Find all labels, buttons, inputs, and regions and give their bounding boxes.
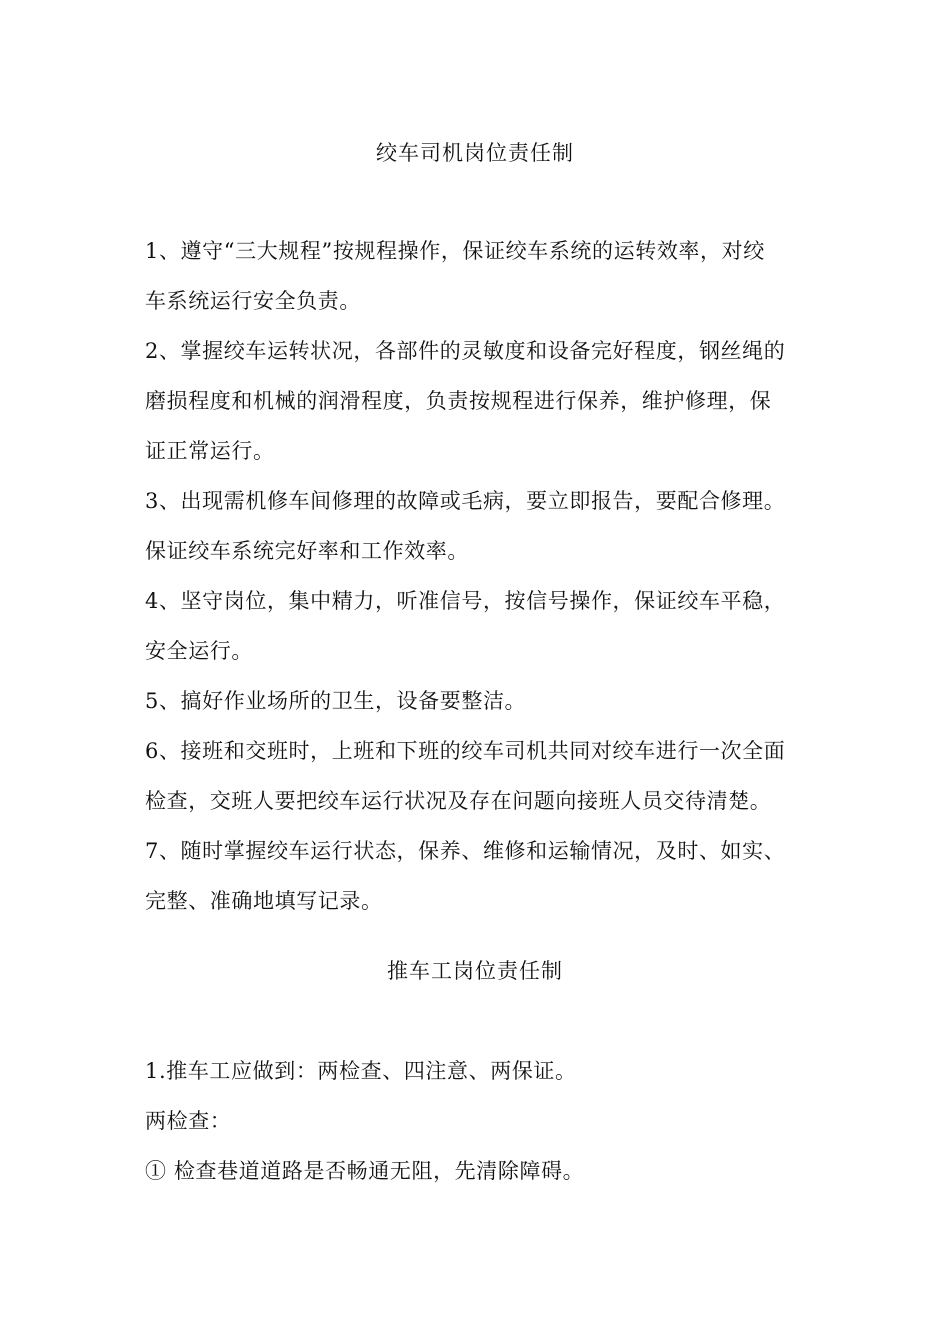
section-title-winch-operator: 绞车司机岗位责任制: [376, 141, 574, 165]
winch-item-2-line-3: 证正常运行。: [145, 439, 275, 463]
winch-item-4-line-1: 4、坚守岗位，集中精力，听准信号，按信号操作，保证绞车平稳，: [145, 589, 786, 613]
winch-item-2: [145, 326, 810, 476]
winch-item-3-line-1: 3、出现需机修车间修理的故障或毛病，要立即报告，要配合修理。: [145, 489, 786, 513]
winch-item-1: [145, 226, 810, 326]
winch-item-6: [145, 726, 810, 826]
winch-item-7: [145, 826, 810, 926]
pusher-check-1-line: ① 检查巷道道路是否畅通无阻，先清除障碍。: [145, 1159, 585, 1183]
winch-item-2-line-1: 2、掌握绞车运转状况，各部件的灵敏度和设备完好程度，钢丝绳的: [145, 339, 786, 363]
winch-item-2-line-2: 磨损程度和机械的润滑程度，负责按规程进行保养，维护修理，保: [145, 389, 772, 413]
winch-item-1-line-1: 1、遵守“三大规程”按规程操作，保证绞车系统的运转效率，对绞: [145, 239, 765, 263]
pusher-check-1: [145, 1146, 810, 1196]
winch-item-1-line-2: 车系统运行安全负责。: [145, 289, 361, 313]
winch-item-3: [145, 476, 810, 576]
winch-item-5-line-1: 5、搞好作业场所的卫生，设备要整洁。: [145, 689, 527, 713]
winch-item-6-line-2: 检查，交班人要把绞车运行状况及存在问题向接班人员交待清楚。: [145, 789, 772, 813]
winch-item-5: [145, 676, 810, 726]
winch-item-4: [145, 576, 810, 676]
winch-item-4-line-2: 安全运行。: [145, 639, 253, 663]
winch-item-7-line-2: 完整、准确地填写记录。: [145, 889, 383, 913]
winch-item-6-line-1: 6、接班和交班时，上班和下班的绞车司机共同对绞车进行一次全面: [145, 739, 786, 763]
winch-item-7-line-1: 7、随时掌握绞车运行状态，保养、维修和运输情况，及时、如实、: [145, 839, 786, 863]
pusher-item-1-line-1: 1.推车工应做到：两检查、四注意、两保证。: [145, 1059, 577, 1083]
pusher-subheading-line: 两检查：: [145, 1109, 232, 1133]
winch-item-3-line-2: 保证绞车系统完好率和工作效率。: [145, 539, 469, 563]
pusher-subheading-two-checks: [145, 1096, 810, 1146]
section-title-cart-pusher: 推车工岗位责任制: [387, 959, 563, 983]
pusher-item-1: [145, 1046, 810, 1096]
